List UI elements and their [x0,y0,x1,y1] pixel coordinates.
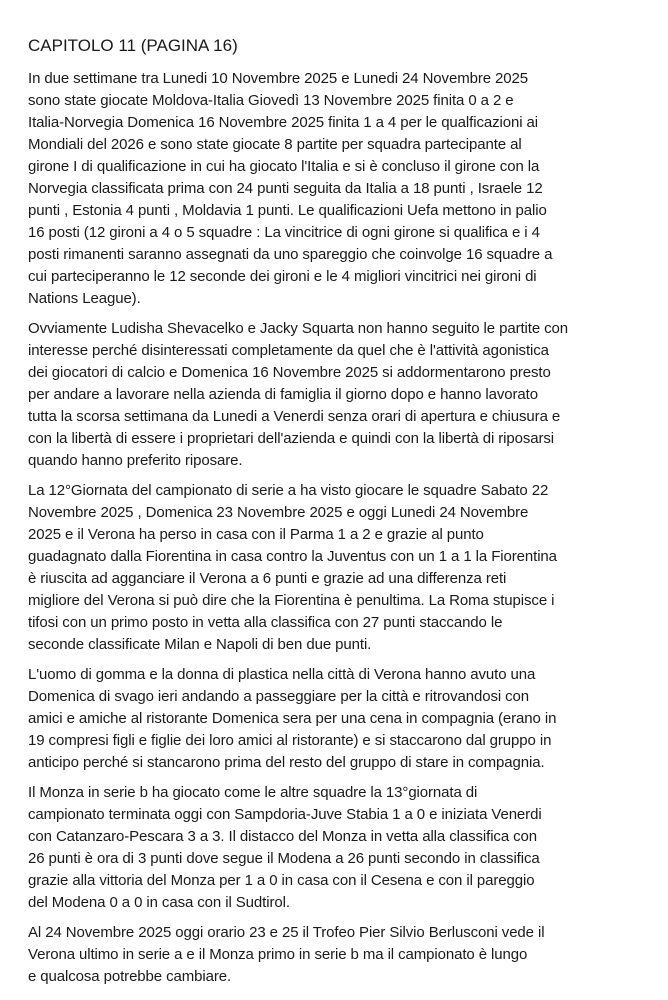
paragraph [28,318,658,472]
text-line: 2025 e il Verona ha perso in casa con il Parma 1 a 2 e grazie al punto [28,526,484,543]
paragraph [28,922,658,988]
text-line: Domenica di svago ieri andando a passeggiare per la città e ritrovandosi con [28,688,530,705]
text-line: girone I di qualificazione in cui ha giocato l'Italia e si è concluso il girone con la [28,158,540,175]
text-line: Italia-Norvegia Domenica 16 Novembre 2025 finita 1 a 4 per le qualficazioni ai [28,114,538,131]
text-line: In due settimane tra Lunedi 10 Novembre 2025 e Lunedi 24 Novembre 2025 [28,70,529,87]
text-line: Verona ultimo in serie a e il Monza primo in serie b ma il campionato è lungo [28,946,528,963]
text-line: Nations League). [28,290,141,307]
text-line: dei giocatori di calcio e Domenica 16 Novembre 2025 si addormentarono presto [28,364,551,381]
text-line: Ovviamente Ludisha Shevacelko e Jacky Squarta non hanno seguito le partite con [28,320,569,337]
paragraph [28,664,658,774]
text-line: con la libertà di essere i proprietari dell'azienda e quindi con la libertà di riposarsi [28,430,555,447]
text-line: tutta la scorsa settimana da Lunedi a Venerdi senza orari di apertura e chiusura e [28,408,561,425]
text-line: tifosi con un primo posto in vetta alla classifica con 27 punti staccando le [28,614,503,631]
paragraph [28,480,658,656]
text-line: è riuscita ad agganciare il Verona a 6 punti e grazie ad una differenza reti [28,570,507,587]
text-line: posti rimanenti saranno assegnati da uno spareggio che coinvolge 16 squadre a [28,246,553,263]
text-line: Novembre 2025 , Domenica 23 Novembre 2025 e oggi Lunedi 24 Novembre [28,504,529,521]
text-line: Al 24 Novembre 2025 oggi orario 23 e 25 il Trofeo Pier Silvio Berlusconi vede il [28,924,545,941]
document-body [28,68,658,996]
text-line: seconde classificate Milan e Napoli di ben due punti. [28,636,372,653]
text-line: sono state giocate Moldova-Italia Giovedì 13 Novembre 2025 finita 0 a 2 e [28,92,514,109]
paragraph [28,68,658,310]
text-line: Il Monza in serie b ha giocato come le altre squadre la 13°giornata di [28,784,478,801]
text-line: anticipo perché si stancarono prima del resto del gruppo di stare in compagnia. [28,754,545,771]
text-line: 16 posti (12 gironi a 4 o 5 squadre : La vincitrice di ogni girone si qualifica e i 4 [28,224,540,241]
text-line: Norvegia classificata prima con 24 punti seguita da Italia a 18 punti , Israele 12 [28,180,543,197]
text-line: 19 compresi figli e figlie dei loro amici al ristorante) e si staccarono dal gruppo in [28,732,552,749]
paragraph [28,782,658,914]
text-line: per andare a lavorare nella azienda di famiglia il giorno dopo e hanno lavorato [28,386,538,403]
text-line: punti , Estonia 4 punti , Moldavia 1 punti. Le qualificazioni Uefa mettono in palio [28,202,547,219]
text-line: cui parteciperanno le 12 seconde dei gironi e le 4 migliori vincitrici nei gironi di [28,268,537,285]
text-line: migliore del Verona si può dire che la Fiorentina è penultima. La Roma stupisce i [28,592,555,609]
text-line: e qualcosa potrebbe cambiare. [28,968,232,985]
text-line: quando hanno preferito riposare. [28,452,243,469]
chapter-title: CAPITOLO 11 (PAGINA 16) [28,36,238,55]
text-line: con Catanzaro-Pescara 3 a 3. Il distacco del Monza in vetta alla classifica con [28,828,538,845]
text-line: 26 punti è ora di 3 punti dove segue il Modena a 26 punti secondo in classifica [28,850,540,867]
text-line: L'uomo di gomma e la donna di plastica nella città di Verona hanno avuto una [28,666,536,683]
text-line: La 12°Giornata del campionato di serie a ha visto giocare le squadre Sabato 22 [28,482,549,499]
text-line: campionato terminata oggi con Sampdoria-Juve Stabia 1 a 0 e iniziata Venerdi [28,806,542,823]
text-line: grazie alla vittoria del Monza per 1 a 0 in casa con il Cesena e con il pareggio [28,872,535,889]
text-line: amici e amiche al ristorante Domenica sera per una cena in compagnia (erano in [28,710,557,727]
text-line: Mondiali del 2026 e sono state giocate 8 partite per squadra partecipante al [28,136,522,153]
text-line: interesse perché disinteressati completamente da quel che è l'attività agonistica [28,342,549,359]
text-line: del Modena 0 a 0 in casa con il Sudtirol. [28,894,290,911]
text-line: guadagnato dalla Fiorentina in casa contro la Juventus con un 1 a 1 la Fiorentina [28,548,557,565]
